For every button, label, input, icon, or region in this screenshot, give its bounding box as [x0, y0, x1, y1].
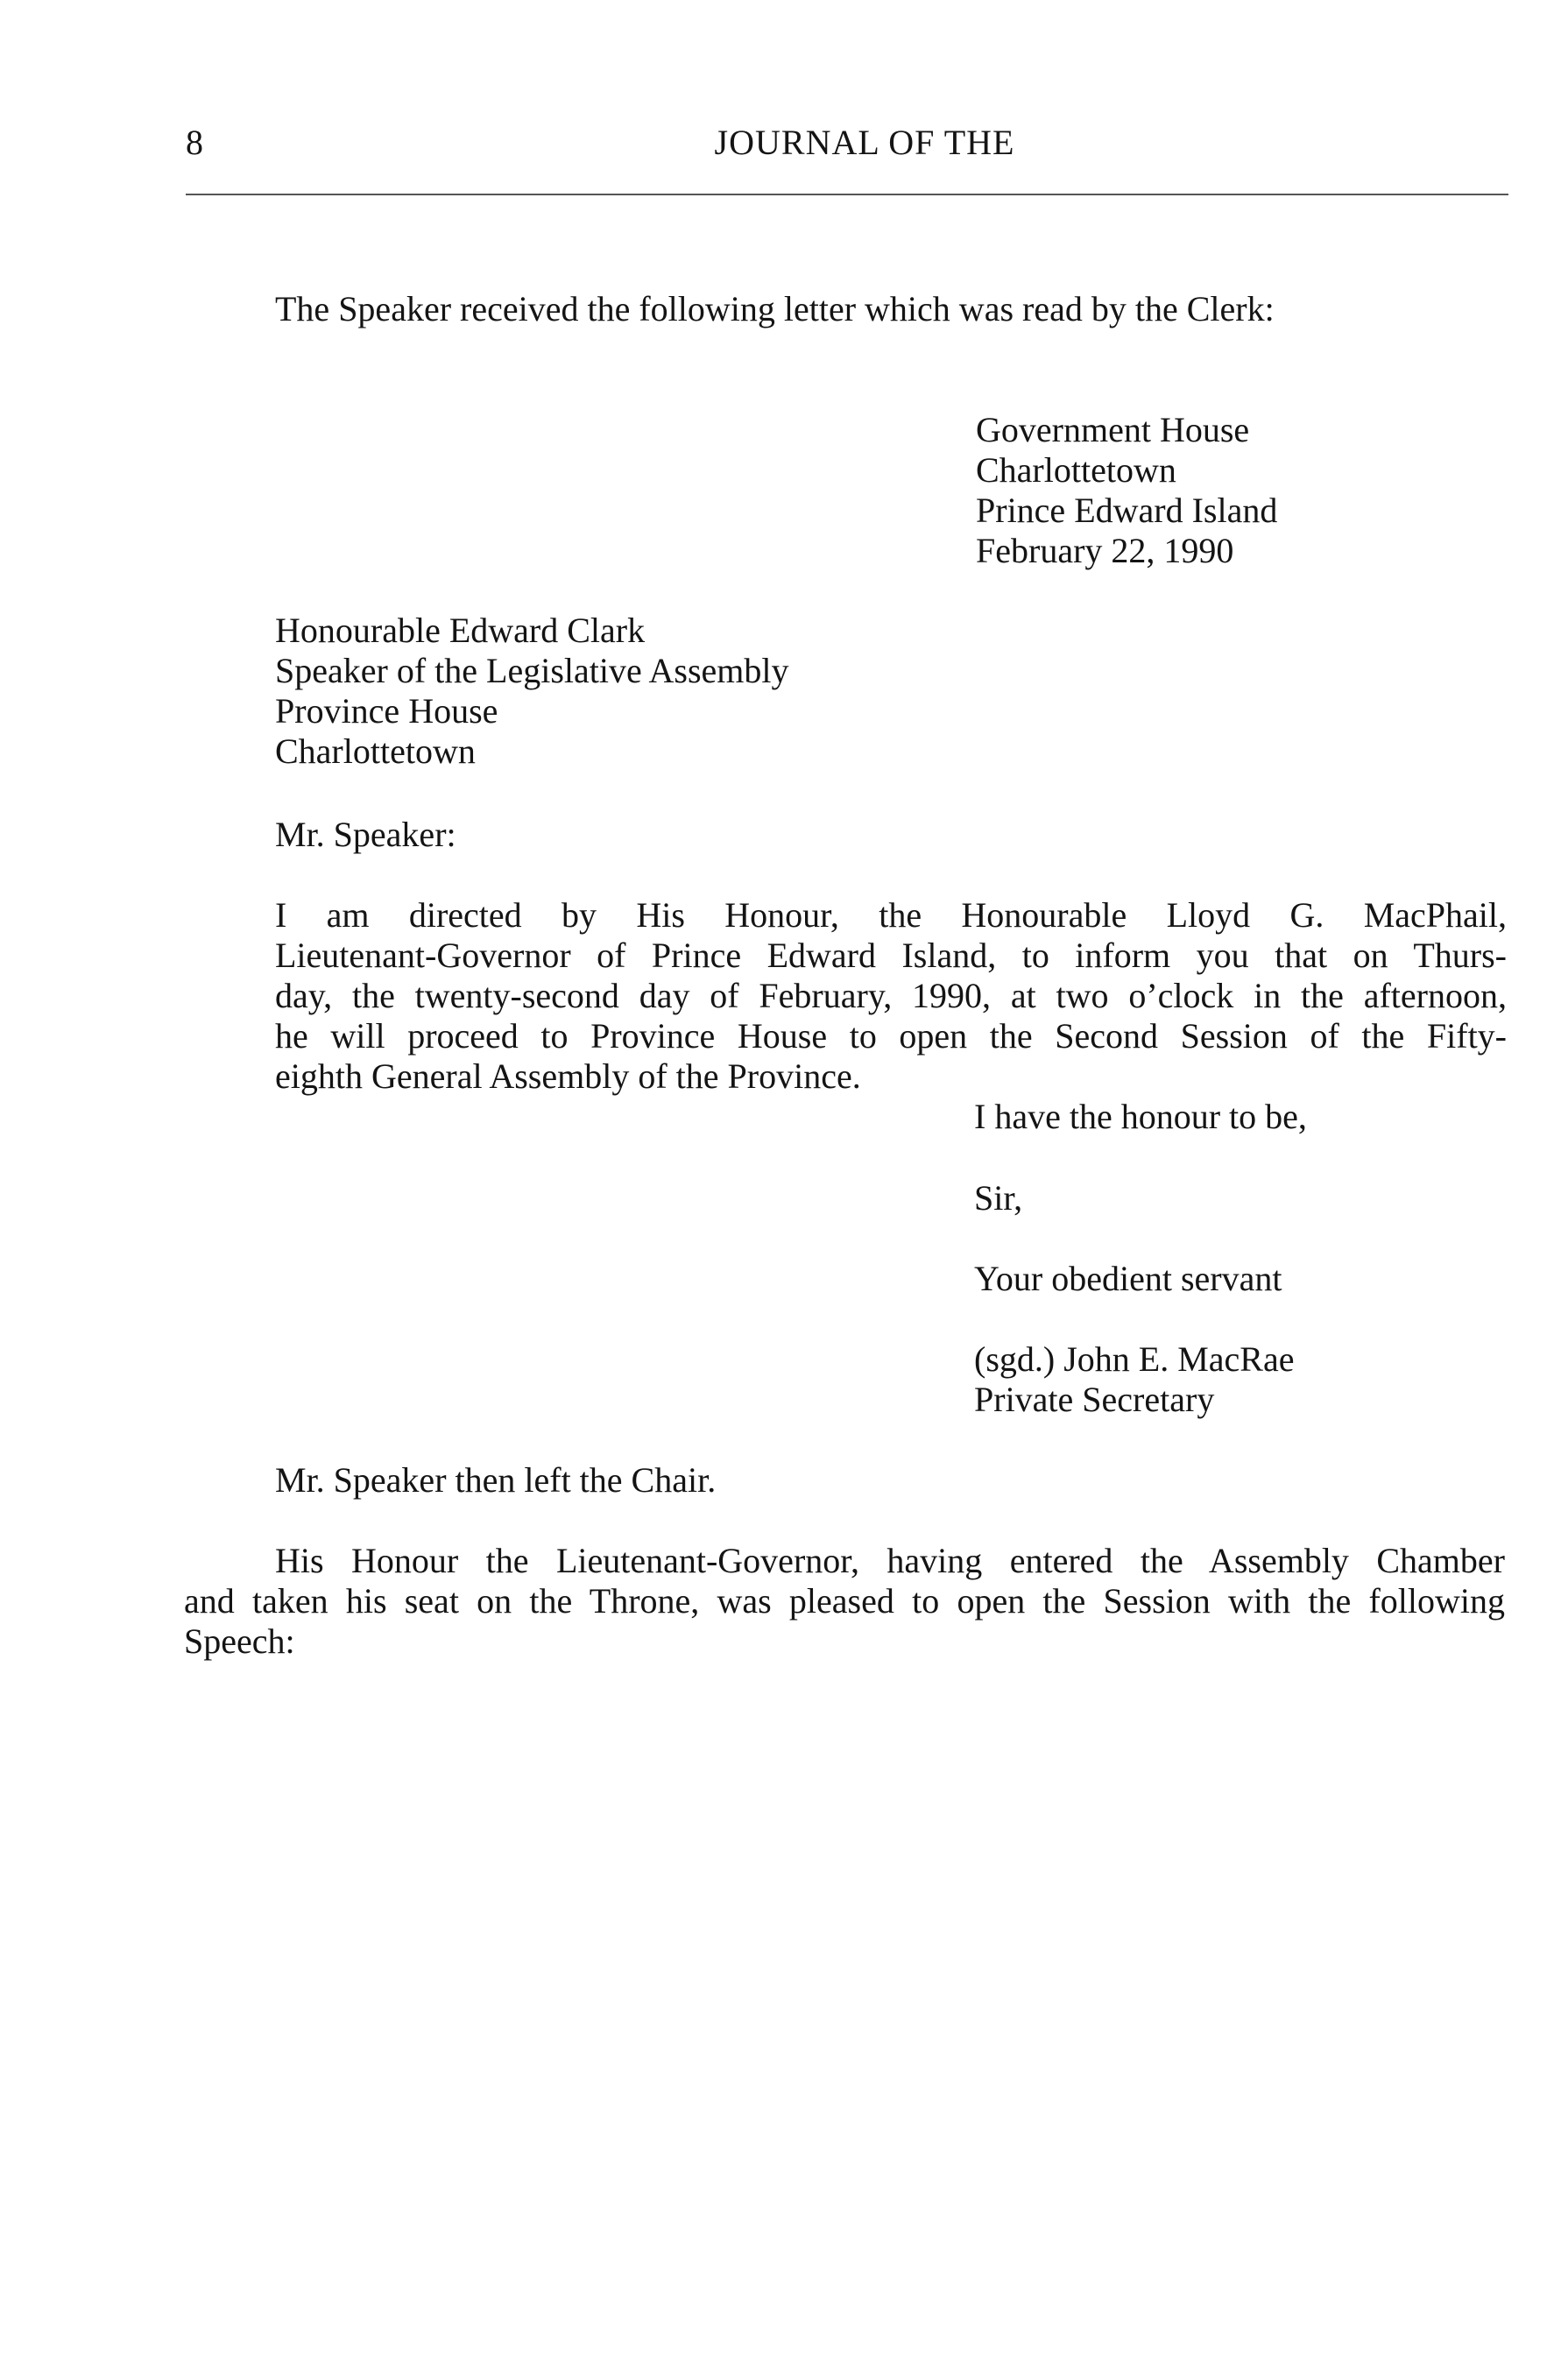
- salutation: Mr. Speaker:: [275, 815, 456, 854]
- sender-address-line: Charlottetown: [976, 450, 1176, 490]
- final-paragraph: [184, 1541, 1505, 1662]
- letter-body-line: eighth General Assembly of the Province.: [275, 1056, 861, 1096]
- sender-address-line: Government House: [976, 410, 1250, 449]
- final-paragraph-line: and taken his seat on the Throne, was pleased to open the Session with the following: [184, 1581, 1505, 1621]
- running-head: JOURNAL OF THE: [714, 123, 1015, 162]
- letter-body-line: I am directed by His Honour, the Honourable Lloyd G. MacPhail,: [275, 895, 1507, 935]
- signature: (sgd.) John E. MacRae: [974, 1339, 1295, 1379]
- final-paragraph-line: Speech:: [184, 1621, 295, 1661]
- closing-servant: Your obedient servant: [974, 1259, 1282, 1298]
- signatory-title: Private Secretary: [974, 1380, 1215, 1419]
- sender-address-line: Prince Edward Island: [976, 491, 1278, 530]
- recipient-address-line: Province House: [275, 691, 498, 731]
- speaker-left-chair: Mr. Speaker then left the Chair.: [275, 1460, 717, 1500]
- recipient-address: [275, 611, 789, 772]
- sender-address: [976, 410, 1277, 571]
- header-rule: [186, 194, 1508, 195]
- letter-body-line: day, the twenty-second day of February, 1990, at two o’clock in the afternoon,: [275, 976, 1507, 1015]
- closing-sir: Sir,: [974, 1178, 1023, 1218]
- final-paragraph-line: His Honour the Lieutenant-Governor, having entered the Assembly Chamber: [275, 1541, 1505, 1580]
- signature-block: [974, 1339, 1294, 1420]
- letter-body: [275, 895, 1507, 1097]
- letter-body-line: he will proceed to Province House to open the Second Session of the Fifty-: [275, 1016, 1507, 1056]
- letter-body-line: Lieutenant-Governor of Prince Edward Island, to inform you that on Thurs-: [275, 936, 1507, 975]
- page-header: [186, 121, 1508, 165]
- page-number: 8: [186, 123, 203, 162]
- recipient-address-line: Honourable Edward Clark: [275, 611, 646, 650]
- closing-honour: I have the honour to be,: [974, 1097, 1307, 1136]
- intro-sentence: The Speaker received the following letter which was read by the Clerk:: [275, 289, 1275, 328]
- recipient-address-line: Charlottetown: [275, 731, 476, 771]
- letter-date: February 22, 1990: [976, 531, 1234, 570]
- recipient-address-line: Speaker of the Legislative Assembly: [275, 651, 789, 690]
